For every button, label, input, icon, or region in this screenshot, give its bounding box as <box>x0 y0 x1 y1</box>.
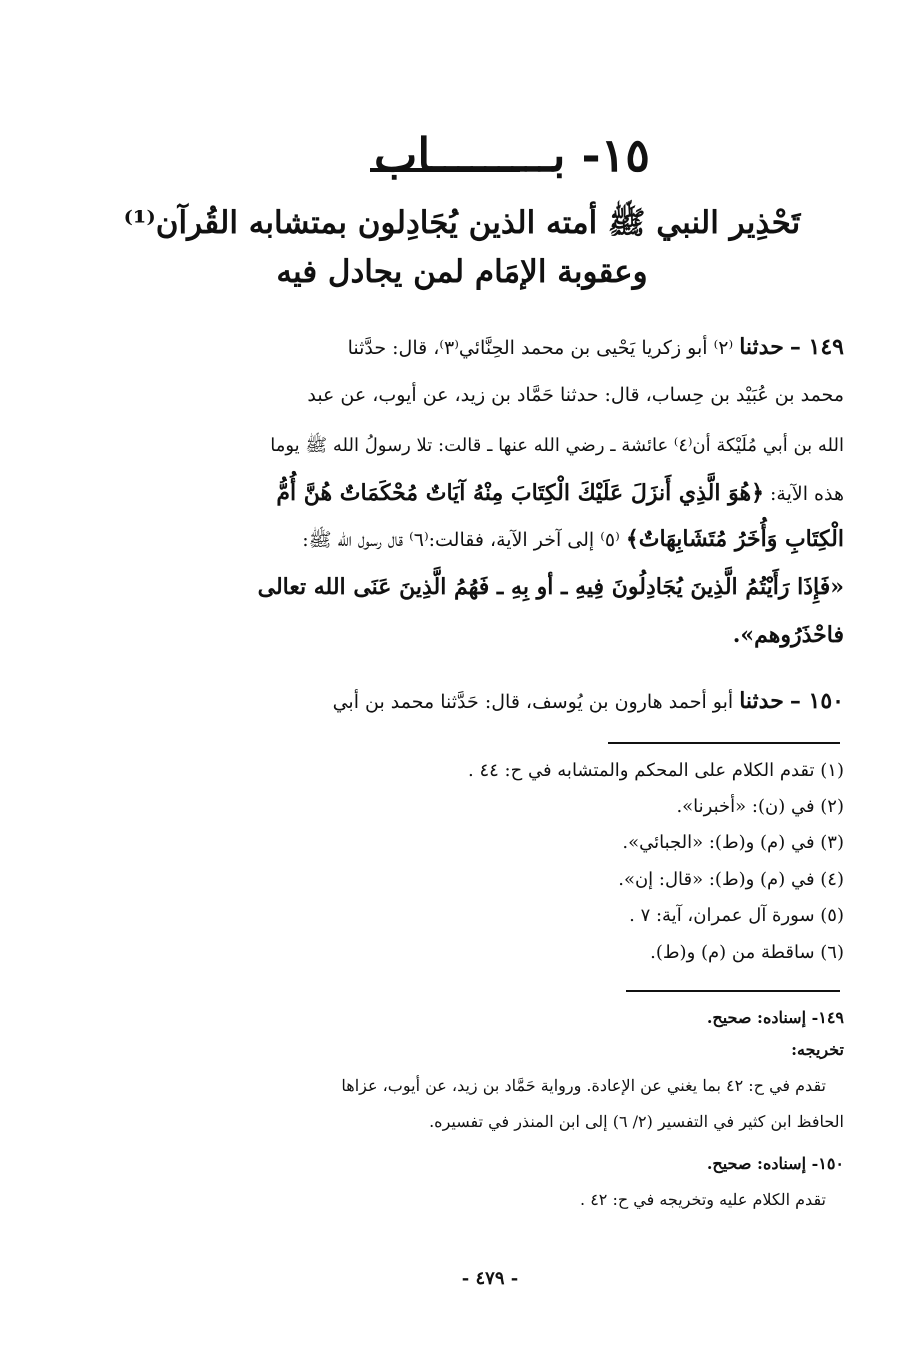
takhrij-150-isnad: ١٥٠- إسناده: صحيح. <box>706 1154 844 1173</box>
chapter-heading-text: ١٥- بـــــــــاب <box>374 128 650 182</box>
takhrij-paragraph-2: الحافظ ابن كثير في التفسير (٢/ ٦) إلى ابن المنذر في تفسيره. <box>429 1112 844 1131</box>
hadith-number: ١٤٩ – <box>789 334 844 360</box>
prophet-saying-end: فاحْذَرُوهم». <box>732 622 844 648</box>
hadith-150-line-1 <box>74 688 844 714</box>
hadith-149-line-3: الله بن أبي مُلَيْكة أن⁽٤⁾ عائشة ـ رضي الله عنها ـ قالت: تلا رسولُ الله ﷺ يوما <box>270 435 844 456</box>
hadith-number: ١٥٠ – <box>789 688 844 714</box>
footnote-1: (١) تقدم الكلام على المحكم والمتشابه في ح: ٤٤ . <box>468 760 844 781</box>
footnote-3: (٣) في (م) و(ط): «الجبائي». <box>622 832 844 853</box>
footnote-4: (٤) في (م) و(ط): «قال: إن». <box>618 869 844 890</box>
page-number: - ٤٧٩ - <box>461 1268 519 1289</box>
footnote-2: (٢) في (ن): «أخبرنا». <box>676 796 844 817</box>
hadith-text: أبو أحمد هارون بن يُوسف، قال: حَدَّثنا محمد بن أبي <box>332 691 734 713</box>
footnote-5: (٥) سورة آل عمران، آية: ٧ . <box>629 905 844 926</box>
hadith-label: حدثنا <box>739 688 784 714</box>
prophet-saying: «فَإِذَا رَأَيْتُمُ الَّذِينَ يُجَادِلُونَ فِيهِ ـ أو بِهِ ـ فَهُمُ الَّذِينَ عَنَى الله تعالى <box>257 574 844 600</box>
hadith-label: حدثنا <box>739 334 784 360</box>
quran-verse-end: الْكِتَابِ وَأُخَرُ مُتَشَابِهَاتٌ﴾ <box>625 526 844 552</box>
hadith-149-line-4 <box>74 480 844 506</box>
hadith-text: ⁽٥⁾ إلى آخر الآية، فقالت:⁽٦⁾ قال رسول الله ﷺ: <box>302 529 620 551</box>
takhrij-paragraph-3: تقدم الكلام عليه وتخريجه في ح: ٤٢ . <box>580 1190 826 1209</box>
quran-verse: ﴿هُوَ الَّذِي أَنزَلَ عَلَيْكَ الْكِتَابَ مِنْهُ آيَاتٌ مُحْكَمَاتٌ هُنَّ أُمُّ <box>276 480 764 506</box>
hadith-149-line-1 <box>74 334 844 360</box>
takhrij-heading: تخريجه: <box>791 1040 844 1059</box>
hadith-149-line-5 <box>74 526 844 556</box>
hadith-text: ⁽٢⁾ أبو زكريا يَحْيى بن محمد الحِنَّائي⁽٣⁾، قال: حدَّثنا <box>347 337 734 359</box>
takhrij-paragraph-1: تقدم في ح: ٤٢ بما يغني عن الإعادة. ورواية حَمَّاد بن زيد، عن أيوب، عزاها <box>341 1076 826 1095</box>
hadith-149-line-7 <box>74 622 844 648</box>
hadith-149-line-6 <box>74 574 844 600</box>
chapter-title-line-2: وعقوبة الإمَام لمن يجادل فيه <box>276 254 648 290</box>
chapter-heading <box>330 128 650 188</box>
chapter-title-line-1: تَحْذِير النبي ﷺ أمته الذين يُجَادِلون بمتشابه القُرآن⁽¹⁾ <box>123 205 801 241</box>
footnote-6: (٦) ساقطة من (م) و(ط). <box>650 942 844 963</box>
takhrij-149-isnad: ١٤٩- إسناده: صحيح. <box>706 1008 844 1027</box>
verse-intro: هذه الآية: <box>770 483 844 505</box>
hadith-149-line-2: محمد بن عُبَيْد بن حِساب، قال: حدثنا حَمَّاد بن زيد، عن أيوب، عن عبد <box>307 384 844 406</box>
footnote-separator <box>608 742 840 744</box>
takhrij-separator <box>626 990 840 992</box>
